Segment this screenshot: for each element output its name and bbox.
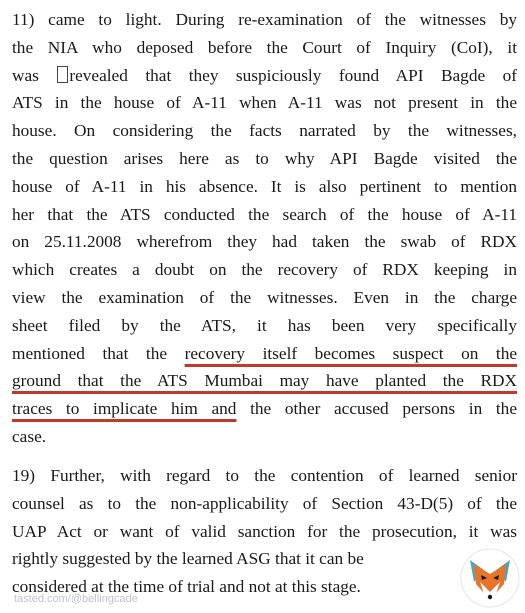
text-line: [12, 340, 517, 368]
text-line: 19) Further, with regard to the contention of learned senior: [12, 466, 517, 485]
text-line: [12, 367, 517, 395]
text-line: counsel as to the non-applicability of Section 43-D(5) of the: [12, 493, 517, 513]
text-line: 11) came to light. During re-examination of the witnesses by: [12, 10, 517, 29]
text-line: ATS in the house of A-11 when A-11 was not present in the: [12, 93, 517, 113]
text-line: which creates a doubt on the recovery of RDX keeping in: [12, 260, 517, 280]
text-line: house. On considering the facts narrated by the witnesses,: [12, 121, 517, 141]
text-line: sheet filed by the ATS, it has been very specifically: [12, 315, 517, 335]
text-line: considered at the time of trial and not at this stage.: [12, 577, 361, 597]
paragraph-19: [12, 462, 517, 601]
text-line: her that the ATS conducted the search of the house of A-11: [12, 204, 517, 224]
text-line: rightly suggested by the learned ASG that it can be: [12, 549, 364, 569]
text-segment: the other accused persons in the: [236, 399, 517, 419]
text-line: house of A-11 in his absence. It is also pertinent to mention: [12, 176, 517, 196]
underlined-passage: recovery itself becomes suspect on the: [184, 343, 518, 363]
underlined-passage: ground that the ATS Mumbai may have planted the RDX: [12, 371, 517, 391]
text-segment: was: [12, 65, 57, 85]
underlined-passage: traces to implicate him and: [12, 399, 237, 419]
paragraph-18: [12, 6, 517, 451]
fox-face-icon: [460, 548, 520, 608]
text-line: [12, 62, 517, 90]
text-line: case.: [12, 426, 47, 446]
text-line: the NIA who deposed before the Court of Inquiry (CoI), it: [12, 37, 517, 57]
watermark: tasted.com/@bellingcade: [14, 593, 138, 605]
text-line: view the examination of the witnesses. Even in the charge: [12, 287, 517, 307]
missing-glyph-icon: [57, 66, 68, 83]
text-line: UAP Act or want of valid sanction for the prosecution, it was: [12, 521, 517, 541]
text-segment: mentioned that the: [12, 343, 185, 363]
text-line: on 25.11.2008 wherefrom they had taken the swab of RDX: [12, 232, 517, 252]
text-line: [12, 395, 517, 423]
text-segment: revealed that they suspiciously found API Bagde of: [69, 65, 517, 85]
text-line: the question arises here as to why API Bagde visited the: [12, 148, 517, 168]
